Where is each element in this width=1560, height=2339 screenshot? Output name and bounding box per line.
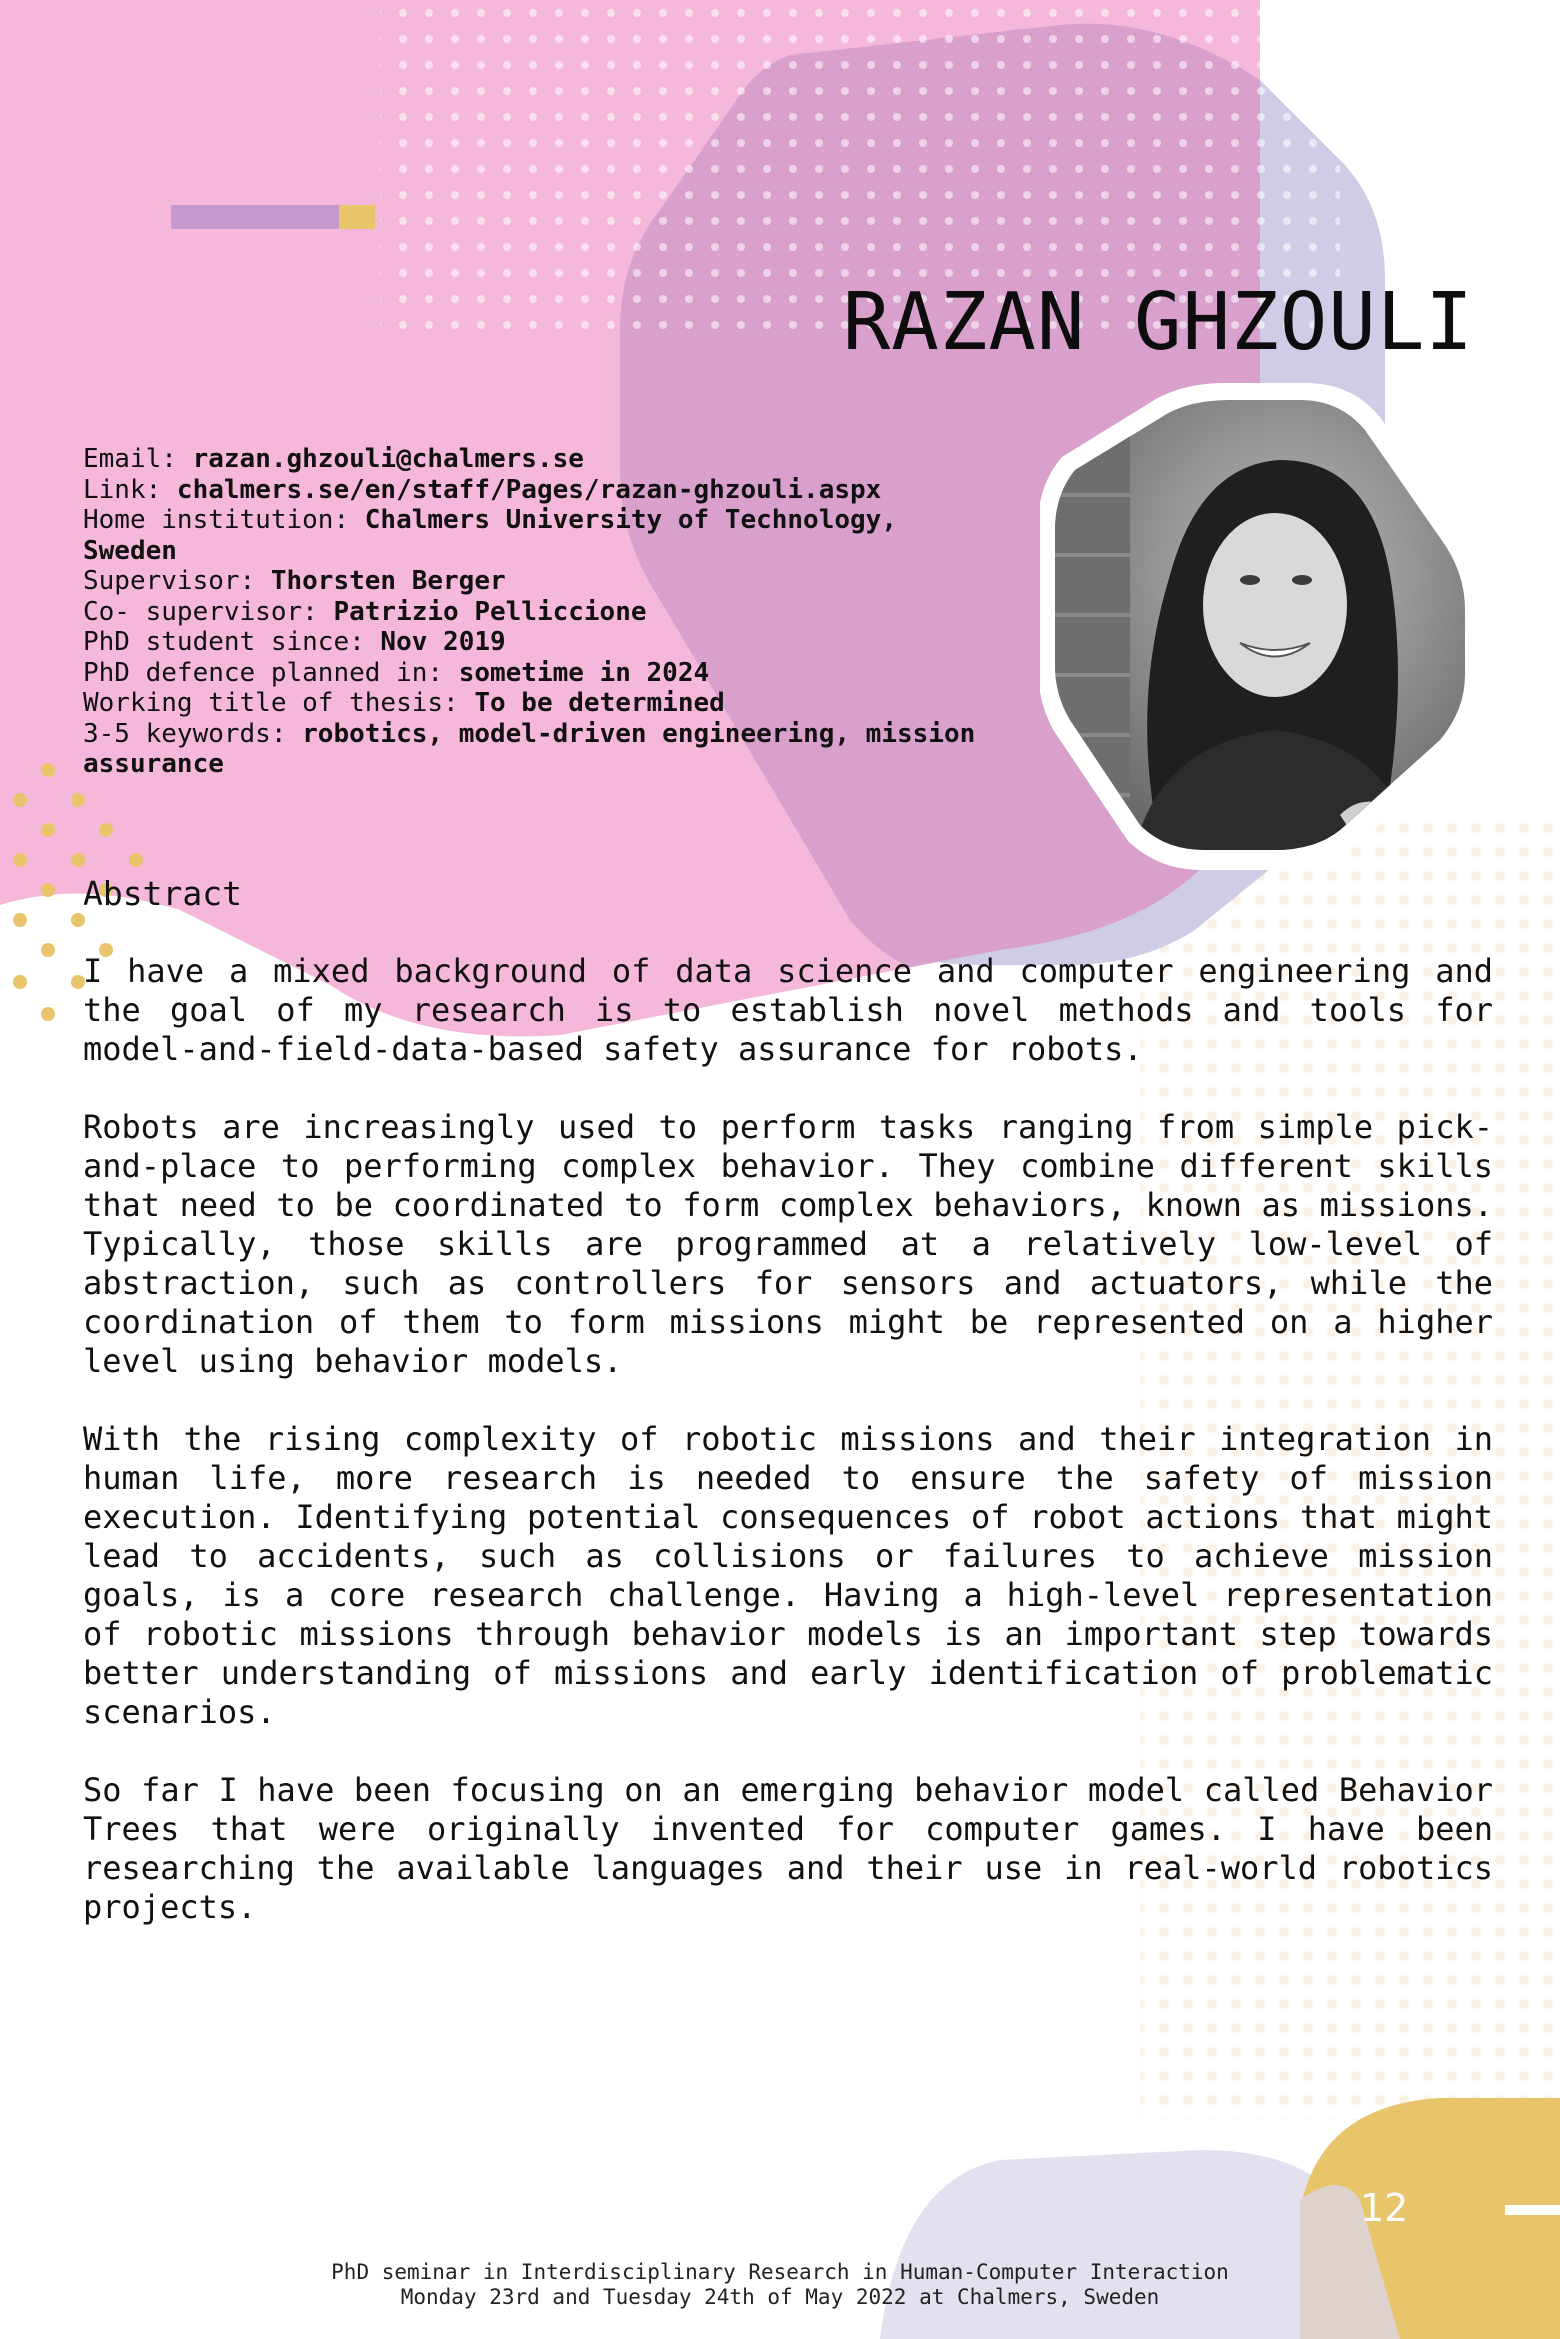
- info-supervisor: [83, 566, 1033, 597]
- person-name: RAZAN GHZOULI: [842, 276, 1474, 368]
- footer: [0, 2260, 1560, 2310]
- info-label: PhD student since:: [83, 627, 381, 657]
- info-value: Nov 2019: [380, 627, 506, 657]
- profile-photo: [1040, 375, 1490, 870]
- info-value: Chalmers University of Technology, Sweden: [83, 505, 897, 566]
- info-co-supervisor: [83, 597, 1033, 628]
- abstract-heading: Abstract: [83, 874, 242, 913]
- abstract-body: [83, 952, 1493, 1966]
- info-label: Supervisor:: [83, 566, 271, 596]
- info-label: Home institution:: [83, 505, 365, 535]
- info-thesis-title: [83, 688, 1033, 719]
- page-number: 12: [1360, 2186, 1409, 2230]
- info-label: Working title of thesis:: [83, 688, 475, 718]
- footer-line-1: PhD seminar in Interdisciplinary Research in Human-Computer Interaction: [331, 2260, 1229, 2284]
- accent-bar-purple: [171, 205, 339, 229]
- info-phd-since: [83, 627, 1033, 658]
- page-number-line: [1465, 2205, 1560, 2217]
- abstract-paragraph: I have a mixed background of data science and computer engineering and the goal of my research is to establish novel methods and tools for model-and-field-data-based safety assurance for robots.: [83, 952, 1493, 1068]
- info-label: Link:: [83, 474, 177, 505]
- info-value: chalmers.se/en/staff/Pages/razan-ghzouli.aspx: [176, 474, 882, 505]
- info-value: sometime in 2024: [458, 657, 710, 688]
- info-link: [83, 475, 1033, 506]
- info-label: 3-5 keywords:: [83, 718, 303, 749]
- abstract-paragraph: So far I have been focusing on an emerging behavior model called Behavior Trees that were originally invented for computer games. I have been researching the available languages and their use in real-world robotics projects.: [83, 1771, 1493, 1926]
- info-block: [83, 444, 1033, 780]
- info-keywords: [83, 719, 983, 780]
- info-label: Co- supervisor:: [83, 596, 334, 627]
- face-shape: [1203, 513, 1347, 697]
- accent-bar-yellow: [339, 205, 375, 229]
- info-value: razan.ghzouli@chalmers.se: [192, 444, 584, 474]
- info-value: Thorsten Berger: [270, 566, 506, 596]
- info-label: Email:: [83, 444, 193, 474]
- abstract-paragraph: With the rising complexity of robotic missions and their integration in human life, more research is needed to ensure the safety of mission execution. Identifying potential consequences of robot actions that might lead to accidents, such as collisions or failures to achieve mission goals, is a core research challenge. Having a high-level representation of robotic missions through behavior models is an important step towards better understanding of missions and early identification of problematic scenarios.: [83, 1420, 1493, 1731]
- info-value: robotics, model-driven engineering, mission assurance: [83, 718, 976, 779]
- footer-line-2: Monday 23rd and Tuesday 24th of May 2022 at Chalmers, Sweden: [400, 2285, 1160, 2309]
- info-value: To be determined: [474, 688, 725, 718]
- info-label: PhD defence planned in:: [83, 657, 459, 688]
- info-home-institution: [83, 505, 1003, 566]
- info-defence-planned: [83, 658, 1033, 689]
- abstract-paragraph: Robots are increasingly used to perform tasks ranging from simple pick-and-place to performing complex behavior. They combine different skills that need to be coordinated to form complex behaviors, known as missions. Typically, those skills are programmed at a relatively low-level of abstraction, such as controllers for sensors and actuators, while the coordination of them to form missions might be represented on a higher level using behavior models.: [83, 1108, 1493, 1380]
- info-email: [83, 444, 1033, 475]
- info-value: Patrizio Pelliccione: [333, 596, 647, 627]
